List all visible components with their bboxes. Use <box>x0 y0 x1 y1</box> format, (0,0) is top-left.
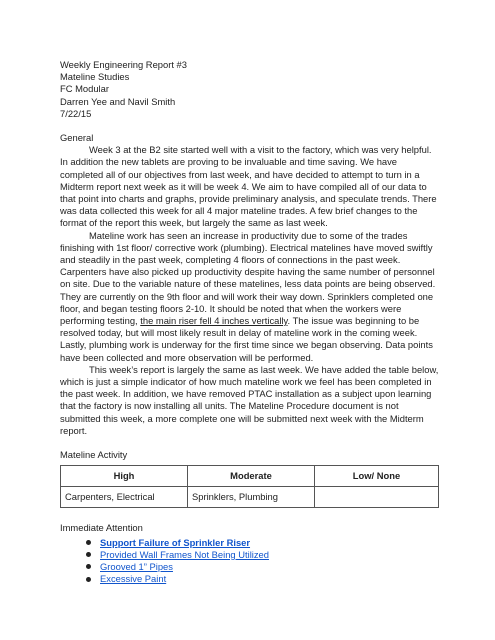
general-paragraph-3 <box>60 364 439 437</box>
report-subject: Mateline Studies <box>60 71 130 83</box>
general-paragraph-3-text: This week’s report is largely the same as last week. We have added the table below, which is just a simple indicator of how much mateline work we feel has been completed in the past week. In addition, we have removed PTAC installation as a subject upon learning that the factory is now installing all units. The Mateline Procedure document is not submitted this week, a more complete one will be submitted next week with the Midterm report. <box>60 363 439 436</box>
bullet-icon <box>86 540 91 545</box>
immediate-attention-heading: Immediate Attention <box>60 522 143 534</box>
table-row <box>61 487 439 508</box>
general-paragraph-2-text-a: Mateline work has seen an increase in productivity due to some of the trades finishing with 1st floor/ corrective work (plumbing). Electrical matelines have moved swiftly and steadily in the past week, completing 4 floors of connections in the past week. Carpenters have also picked up productivity despite having the same number of personnel on site. Due to the variable nature of these matelines, less data points are being observed. They are currently on the 9th floor and will work their way down. Sprinklers completed one floor, and began testing floors 2-10. It should be noted that when the workers were performing testing, <box>60 229 436 327</box>
cell-moderate: Sprinklers, Plumbing <box>188 487 315 508</box>
bullet-icon <box>86 577 91 582</box>
general-paragraph-1-text: Week 3 at the B2 site started well with a visit to the factory, which was very helpful. In addition the new tablets are proving to be invaluable and time saving. We have completed all of our objectives from last week, and have decided to attempt to turn in a Midterm report next week as it will be week 4. We aim to have compiled all of our data to that point into charts and graphs, provide preliminary analysis, and speculate trends. There was data collected this week for all 4 major mateline trades. A few brief changes to the format of the report this week, but largely the same as last week. <box>60 144 437 229</box>
table-header-row <box>61 466 439 487</box>
general-heading: General <box>60 132 94 144</box>
riser-fall-note: the main riser fell 4 inches vertically <box>140 315 288 327</box>
list-item <box>60 537 439 549</box>
bullet-icon <box>86 564 91 569</box>
list-item <box>60 573 439 585</box>
column-header-low-none: Low/ None <box>315 466 439 487</box>
link-grooved-pipes[interactable]: Grooved 1” Pipes <box>100 560 173 572</box>
report-title: Weekly Engineering Report #3 <box>60 59 187 70</box>
link-support-failure[interactable]: Support Failure of Sprinkler Riser <box>100 536 251 548</box>
company-name: FC Modular <box>60 83 109 95</box>
report-body <box>60 59 439 585</box>
bullet-icon <box>86 552 91 557</box>
list-item <box>60 561 439 573</box>
general-paragraph-1 <box>60 144 439 229</box>
general-paragraph-2-text-b: . The issue was beginning to be resolved today, but will most likely result in delay of mateline work in the coming week. Lastly, plumbing work is underway for the first time since we began observing. Data points have been collected and more observation will be performed. <box>60 315 433 363</box>
cell-high: Carpenters, Electrical <box>61 487 188 508</box>
report-date: 7/22/15 <box>60 107 92 119</box>
mateline-activity-table <box>60 465 439 508</box>
immediate-attention-list <box>60 537 439 586</box>
mateline-activity-heading: Mateline Activity <box>60 449 128 461</box>
general-paragraph-2 <box>60 230 439 364</box>
authors: Darren Yee and Navil Smith <box>60 95 176 107</box>
link-excessive-paint[interactable]: Excessive Paint <box>100 573 167 585</box>
column-header-moderate: Moderate <box>188 466 315 487</box>
list-item <box>60 549 439 561</box>
link-wall-frames[interactable]: Provided Wall Frames Not Being Utilized <box>100 548 269 560</box>
report-header <box>60 59 439 120</box>
column-header-high: High <box>61 466 188 487</box>
cell-low-none <box>315 487 439 508</box>
